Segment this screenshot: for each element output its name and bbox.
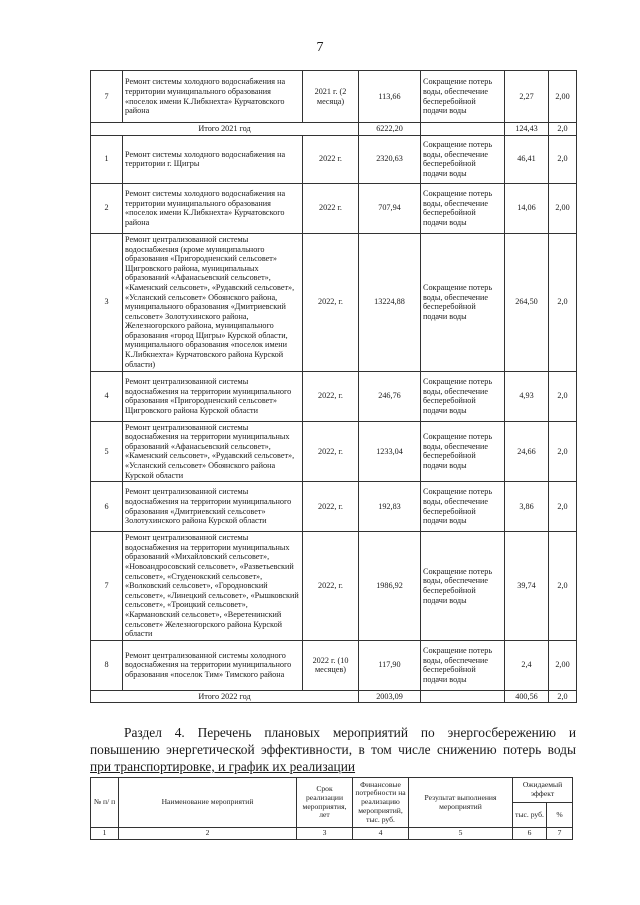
- measure-result: Сокращение потерь воды, обеспечение бесперебойной подачи воды: [421, 421, 505, 482]
- plan-table: [90, 777, 573, 840]
- total-empty: [421, 690, 505, 703]
- row-number: 4: [91, 371, 123, 421]
- row-number: 1: [91, 135, 123, 183]
- effect-thousand-rub: 2,27: [505, 71, 549, 123]
- index-cell: 1: [91, 828, 119, 840]
- effect-thousand-rub: 46,41: [505, 135, 549, 183]
- index-cell: 6: [513, 828, 547, 840]
- total-empty: [421, 123, 505, 136]
- measure-finance: 117,90: [359, 640, 421, 690]
- total-effect-thousand-rub: 400,56: [505, 690, 549, 703]
- measure-name: Ремонт централизованной системы водоснабжения (кроме муниципального образования «Пригородненский сельсовет» Щигровского района, муниципальных образований «Афанасьевский сельсовет», «Каменский сельсовет», «Рудавский сельсовет», «Усланский сельсовет» Обоянского района, муниципального образования «Дмитриевский сельсовет» Золотухинского района, Железногорского района, муниципального образования «город Щигры» Курской области, муниципального образования «поселок имени К.Либкнехта» Курчатовского района Курской области): [123, 233, 303, 371]
- measure-name: Ремонт централизованной системы холодного водоснабжения на территории муниципального образования «поселок Тим» Тимского района: [123, 640, 303, 690]
- measure-finance: 13224,88: [359, 233, 421, 371]
- effect-percent: 2,0: [549, 371, 577, 421]
- index-cell: 5: [409, 828, 513, 840]
- measure-name: Ремонт централизованной системы водоснабжения на территории муниципального образования «Дмитриевский сельсовет» Золотухинского района Курской области: [123, 482, 303, 532]
- measure-term: 2022, г.: [303, 421, 359, 482]
- measure-finance: 192,83: [359, 482, 421, 532]
- index-cell: 3: [297, 828, 353, 840]
- total-effect-percent: 2,0: [549, 690, 577, 703]
- measure-result: Сокращение потерь воды, обеспечение бесперебойной подачи воды: [421, 135, 505, 183]
- row-number: 3: [91, 233, 123, 371]
- measure-finance: 707,94: [359, 183, 421, 233]
- measures-table: [90, 70, 577, 703]
- table-row: [91, 421, 577, 482]
- measure-result: Сокращение потерь воды, обеспечение бесперебойной подачи воды: [421, 371, 505, 421]
- measure-name: Ремонт системы холодного водоснабжения на территории муниципального образования «поселок имени К.Либкнехта» Курчатовского района: [123, 183, 303, 233]
- total-label: Итого 2021 год: [91, 123, 359, 136]
- section-4-text-underlined: при транспортировке, и график их реализации: [90, 759, 356, 774]
- table-row: [91, 183, 577, 233]
- effect-percent: 2,0: [549, 135, 577, 183]
- effect-thousand-rub: 264,50: [505, 233, 549, 371]
- row-number: 7: [91, 71, 123, 123]
- total-finance: 2003,09: [359, 690, 421, 703]
- index-cell: 4: [353, 828, 409, 840]
- effect-thousand-rub: 4,93: [505, 371, 549, 421]
- measure-finance: 246,76: [359, 371, 421, 421]
- table-row: [91, 482, 577, 532]
- measure-term: 2022 г. (10 месяцев): [303, 640, 359, 690]
- section-4-heading: [90, 724, 576, 775]
- measure-finance: 1233,04: [359, 421, 421, 482]
- measure-term: 2022, г.: [303, 532, 359, 641]
- section-4-text: Раздел 4. Перечень плановых мероприятий по энергосбережению и повышению энергетической эффективности, в том числе снижению потерь воды: [90, 725, 576, 757]
- total-finance: 6222,20: [359, 123, 421, 136]
- effect-thousand-rub: 14,06: [505, 183, 549, 233]
- measure-finance: 2320,63: [359, 135, 421, 183]
- row-number: 6: [91, 482, 123, 532]
- measure-name: Ремонт системы холодного водоснабжения на территории г. Щигры: [123, 135, 303, 183]
- table-row: [91, 135, 577, 183]
- measure-result: Сокращение потерь воды, обеспечение бесперебойной подачи воды: [421, 233, 505, 371]
- page-number: 7: [316, 40, 324, 55]
- effect-percent: 2,00: [549, 71, 577, 123]
- measure-term: 2022 г.: [303, 183, 359, 233]
- measure-name: Ремонт централизованной системы водоснабжения на территории муниципальных образований «Михайловский сельсовет», «Новоандросовский сельсовет», «Разветьевский сельсовет», «Студенокский сельсовет», «Волковский сельсовет», «Городновский сельсовет», «Линецкий сельсовет», «Рышковский сельсовет», «Троицкий сельсовет», «Кармановский сельсовет», «Веретенинский сельсовет» Железногорского района Курской области: [123, 532, 303, 641]
- measure-result: Сокращение потерь воды, обеспечение бесперебойной подачи воды: [421, 532, 505, 641]
- table-row: [91, 371, 577, 421]
- measure-term: 2022, г.: [303, 371, 359, 421]
- header-term: Срок реализации мероприятия, лет: [297, 778, 353, 828]
- header-finance: Финансовые потребности на реализацию мероприятий, тыс. руб.: [353, 778, 409, 828]
- measure-result: Сокращение потерь воды, обеспечение бесперебойной подачи воды: [421, 71, 505, 123]
- measure-term: 2022, г.: [303, 233, 359, 371]
- effect-percent: 2,00: [549, 183, 577, 233]
- table-row: [91, 532, 577, 641]
- measure-result: Сокращение потерь воды, обеспечение бесперебойной подачи воды: [421, 640, 505, 690]
- header-effect-pct: %: [547, 803, 573, 828]
- header-effect-tr: тыс. руб.: [513, 803, 547, 828]
- measure-name: Ремонт централизованной системы водоснабжения на территории муниципальных образований «Афанасьевский сельсовет», «Каменский сельсовет», «Рудавский сельсовет», «Усланский сельсовет» Обоянского района Курской области: [123, 421, 303, 482]
- header-effect: Ожидаемый эффект: [513, 778, 573, 803]
- total-effect-percent: 2,0: [549, 123, 577, 136]
- row-number: 5: [91, 421, 123, 482]
- table-row: [91, 71, 577, 123]
- measure-term: 2022, г.: [303, 482, 359, 532]
- total-effect-thousand-rub: 124,43: [505, 123, 549, 136]
- effect-thousand-rub: 39,74: [505, 532, 549, 641]
- total-label: Итого 2022 год: [91, 690, 359, 703]
- measure-term: 2022 г.: [303, 135, 359, 183]
- table-row: [91, 640, 577, 690]
- table-row: [91, 233, 577, 371]
- effect-percent: 2,0: [549, 532, 577, 641]
- row-number: 8: [91, 640, 123, 690]
- effect-percent: 2,00: [549, 640, 577, 690]
- total-row: [91, 690, 577, 703]
- row-number: 2: [91, 183, 123, 233]
- effect-percent: 2,0: [549, 233, 577, 371]
- effect-thousand-rub: 24,66: [505, 421, 549, 482]
- index-cell: 7: [547, 828, 573, 840]
- effect-percent: 2,0: [549, 482, 577, 532]
- measure-result: Сокращение потерь воды, обеспечение бесперебойной подачи воды: [421, 183, 505, 233]
- effect-thousand-rub: 3,86: [505, 482, 549, 532]
- effect-percent: 2,0: [549, 421, 577, 482]
- header-num: № п/ п: [91, 778, 119, 828]
- header-result: Результат выполнения мероприятий: [409, 778, 513, 828]
- measure-name: Ремонт системы холодного водоснабжения на территории муниципального образования «поселок имени К.Либкнехта» Курчатовского района: [123, 71, 303, 123]
- row-number: 7: [91, 532, 123, 641]
- measure-result: Сокращение потерь воды, обеспечение бесперебойной подачи воды: [421, 482, 505, 532]
- measure-name: Ремонт централизованной системы водоснабжения на территории муниципального образования «Пригородненский сельсовет» Щигровского района Курской области: [123, 371, 303, 421]
- total-row: [91, 123, 577, 136]
- measure-term: 2021 г. (2 месяца): [303, 71, 359, 123]
- header-name: Наименование мероприятий: [119, 778, 297, 828]
- measure-finance: 113,66: [359, 71, 421, 123]
- effect-thousand-rub: 2,4: [505, 640, 549, 690]
- measure-finance: 1986,92: [359, 532, 421, 641]
- index-cell: 2: [119, 828, 297, 840]
